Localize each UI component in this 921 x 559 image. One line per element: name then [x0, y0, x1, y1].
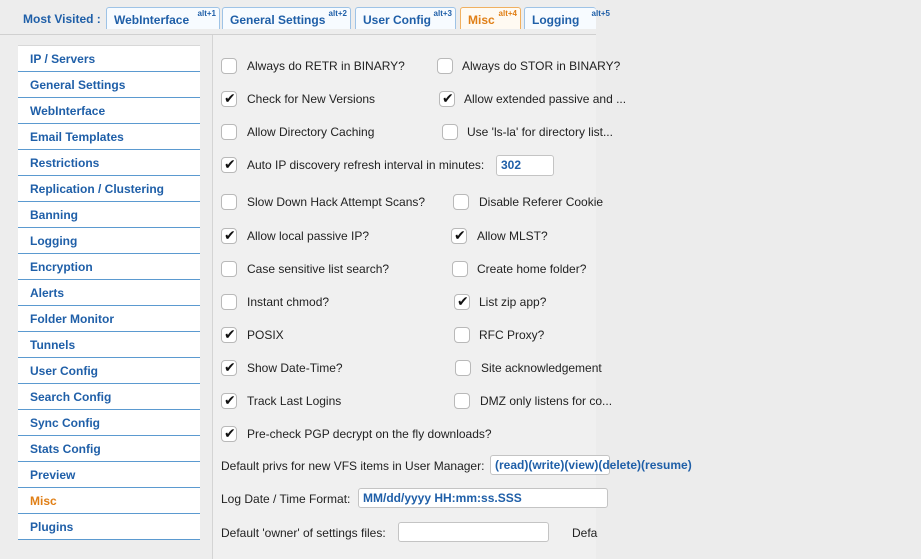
checkbox-label: Check for New Versions — [247, 92, 376, 106]
sidebar-item-label: Restrictions — [30, 156, 100, 170]
sidebar-item-restrictions[interactable] — [18, 150, 200, 176]
sidebar-item-misc[interactable] — [18, 488, 200, 514]
sidebar-item-label: Encryption — [30, 260, 93, 274]
vfs-privs-label: Default privs for new VFS items in User Manager: — [221, 459, 485, 473]
tab-label: General Settings — [230, 13, 326, 27]
checkbox-disable-referer-cookie[interactable] — [453, 194, 469, 210]
checkbox-list-zip-app[interactable] — [454, 294, 470, 310]
sidebar-item-stats-config[interactable] — [18, 436, 200, 462]
sidebar-item-label: Tunnels — [30, 338, 76, 352]
shortcut-hint: alt+2 — [328, 9, 347, 18]
sidebar-item-user-config[interactable] — [18, 358, 200, 384]
checkbox-label: Create home folder? — [477, 262, 587, 276]
setting-row — [221, 193, 921, 213]
sidebar-nav — [18, 45, 200, 540]
sidebar-item-replication[interactable] — [18, 176, 200, 202]
sidebar-item-ip-servers[interactable] — [18, 46, 200, 72]
checkbox-label: Use 'ls-la' for directory list... — [467, 125, 613, 139]
checkbox-label: POSIX — [247, 328, 284, 342]
checkbox-label: Track Last Logins — [247, 394, 342, 408]
tab-misc[interactable] — [460, 7, 521, 29]
checkmark-icon: ✔ — [224, 392, 236, 408]
shortcut-hint: alt+4 — [498, 9, 517, 18]
sidebar-item-label: General Settings — [30, 78, 126, 92]
sidebar-item-label: IP / Servers — [30, 52, 96, 66]
checkbox-label: Disable Referer Cookie — [479, 195, 604, 209]
checkbox-label: Show Date-Time? — [247, 361, 343, 375]
tab-label: Misc — [468, 13, 495, 27]
checkbox-label: Always do RETR in BINARY? — [247, 59, 405, 73]
tab-label: WebInterface — [114, 13, 190, 27]
log-date-format-label: Log Date / Time Format: — [221, 492, 351, 506]
checkmark-icon: ✔ — [224, 227, 236, 243]
sidebar-item-label: WebInterface — [30, 104, 106, 118]
checkbox-auto-ip-discovery[interactable] — [221, 157, 237, 173]
misc-settings-panel — [213, 35, 692, 559]
checkbox-label: Always do STOR in BINARY? — [462, 59, 621, 73]
checkbox-stor-binary[interactable] — [437, 58, 453, 74]
sidebar-item-general-settings[interactable] — [18, 72, 200, 98]
checkbox-rfc-proxy[interactable] — [454, 327, 470, 343]
sidebar-item-preview[interactable] — [18, 462, 200, 488]
sidebar-item-label: Plugins — [30, 520, 74, 534]
setting-row — [221, 326, 921, 346]
checkbox-local-passive-ip[interactable] — [221, 228, 237, 244]
checkbox-label: Allow MLST? — [477, 229, 548, 243]
checkbox-instant-chmod[interactable] — [221, 294, 237, 310]
sidebar-item-search-config[interactable] — [18, 384, 200, 410]
tab-general-settings[interactable] — [222, 7, 351, 29]
checkbox-dmz-only-listens[interactable] — [454, 393, 470, 409]
checkbox-track-last-logins[interactable] — [221, 393, 237, 409]
checkbox-label: Allow Directory Caching — [247, 125, 375, 139]
sidebar-item-webinterface[interactable] — [18, 98, 200, 124]
checkbox-extended-passive[interactable] — [439, 91, 455, 107]
setting-row — [221, 293, 921, 313]
sidebar-item-encryption[interactable] — [18, 254, 200, 280]
settings-owner-label: Default 'owner' of settings files: — [221, 526, 386, 540]
sidebar-item-label: Replication / Clustering — [30, 182, 165, 196]
checkbox-create-home-folder[interactable] — [452, 261, 468, 277]
sidebar-item-label: Sync Config — [30, 416, 101, 430]
setting-row — [221, 425, 921, 445]
checkbox-show-date-time[interactable] — [221, 360, 237, 376]
checkbox-label: Pre-check PGP decrypt on the fly downloads? — [247, 427, 492, 441]
sidebar-item-plugins[interactable] — [18, 514, 200, 540]
checkbox-label: Slow Down Hack Attempt Scans? — [247, 195, 426, 209]
setting-row — [221, 392, 921, 412]
checkbox-label: Allow local passive IP? — [247, 229, 370, 243]
setting-row — [221, 57, 921, 77]
sidebar-item-label: Search Config — [30, 390, 112, 404]
setting-row — [221, 156, 921, 176]
sidebar-item-alerts[interactable] — [18, 280, 200, 306]
tab-user-config[interactable] — [355, 7, 456, 29]
checkbox-check-new-versions[interactable] — [221, 91, 237, 107]
checkbox-precheck-pgp[interactable] — [221, 426, 237, 442]
log-date-format-input[interactable]: MM/dd/yyyy HH:mm:ss.SSS — [358, 488, 608, 508]
setting-row — [221, 260, 921, 280]
checkbox-label: Auto IP discovery refresh interval in minutes: — [247, 158, 485, 172]
sidebar-item-label: Stats Config — [30, 442, 101, 456]
checkmark-icon: ✔ — [224, 326, 236, 342]
setting-row — [221, 90, 921, 110]
checkbox-site-acknowledgement[interactable] — [455, 360, 471, 376]
sidebar-item-email-templates[interactable] — [18, 124, 200, 150]
tab-label: Logging — [532, 13, 580, 27]
checkbox-label: Allow extended passive and ... — [464, 92, 627, 106]
most-visited-label: Most Visited : — [23, 12, 101, 26]
checkbox-directory-caching[interactable] — [221, 124, 237, 140]
checkmark-icon: ✔ — [224, 359, 236, 375]
checkbox-retr-binary[interactable] — [221, 58, 237, 74]
checkbox-case-sensitive-search[interactable] — [221, 261, 237, 277]
sidebar-item-folder-monitor[interactable] — [18, 306, 200, 332]
sidebar-item-label: Email Templates — [30, 130, 124, 144]
setting-row — [221, 359, 921, 379]
setting-row — [221, 227, 921, 247]
checkbox-label: RFC Proxy? — [479, 328, 545, 342]
tab-webinterface[interactable] — [106, 7, 220, 29]
shortcut-hint: alt+1 — [197, 9, 216, 18]
sidebar-item-banning[interactable] — [18, 202, 200, 228]
checkmark-icon: ✔ — [224, 156, 236, 172]
checkmark-icon: ✔ — [442, 90, 454, 106]
tab-label: User Config — [363, 13, 432, 27]
sidebar-item-logging[interactable] — [18, 228, 200, 254]
vfs-privs-input[interactable]: (read)(write)(view)(delete)(resume) — [490, 455, 610, 475]
checkmark-icon: ✔ — [224, 425, 236, 441]
checkbox-posix[interactable] — [221, 327, 237, 343]
sidebar-item-tunnels[interactable] — [18, 332, 200, 358]
checkmark-icon: ✔ — [454, 227, 466, 243]
checkmark-icon: ✔ — [224, 90, 236, 106]
checkbox-ls-la-listing[interactable] — [442, 124, 458, 140]
most-visited-bar — [0, 0, 610, 35]
settings-sidebar — [0, 35, 213, 559]
sidebar-item-label: Misc — [30, 494, 57, 508]
checkbox-label: Case sensitive list search? — [247, 262, 390, 276]
shortcut-hint: alt+5 — [591, 9, 610, 18]
checkbox-allow-mlst[interactable] — [451, 228, 467, 244]
sidebar-item-label: Preview — [30, 468, 76, 482]
sidebar-item-label: User Config — [30, 364, 99, 378]
sidebar-item-label: Banning — [30, 208, 78, 222]
auto-ip-interval-input[interactable]: 302 — [496, 155, 554, 176]
sidebar-item-label: Folder Monitor — [30, 312, 114, 326]
setting-row — [221, 123, 921, 143]
checkbox-label: DMZ only listens for co... — [480, 394, 613, 408]
settings-owner-input[interactable] — [398, 522, 549, 542]
checkbox-label: Site acknowledgement — [481, 361, 602, 375]
sidebar-item-label: Alerts — [30, 286, 65, 300]
tab-logging[interactable] — [524, 7, 610, 29]
checkbox-label: Instant chmod? — [247, 295, 330, 309]
checkmark-icon: ✔ — [457, 293, 469, 309]
sidebar-item-sync-config[interactable] — [18, 410, 200, 436]
sidebar-item-label: Logging — [30, 234, 78, 248]
checkbox-label: List zip app? — [479, 295, 547, 309]
checkbox-slow-down-hack[interactable] — [221, 194, 237, 210]
settings-group-label: Defa — [572, 526, 598, 540]
shortcut-hint: alt+3 — [433, 9, 452, 18]
